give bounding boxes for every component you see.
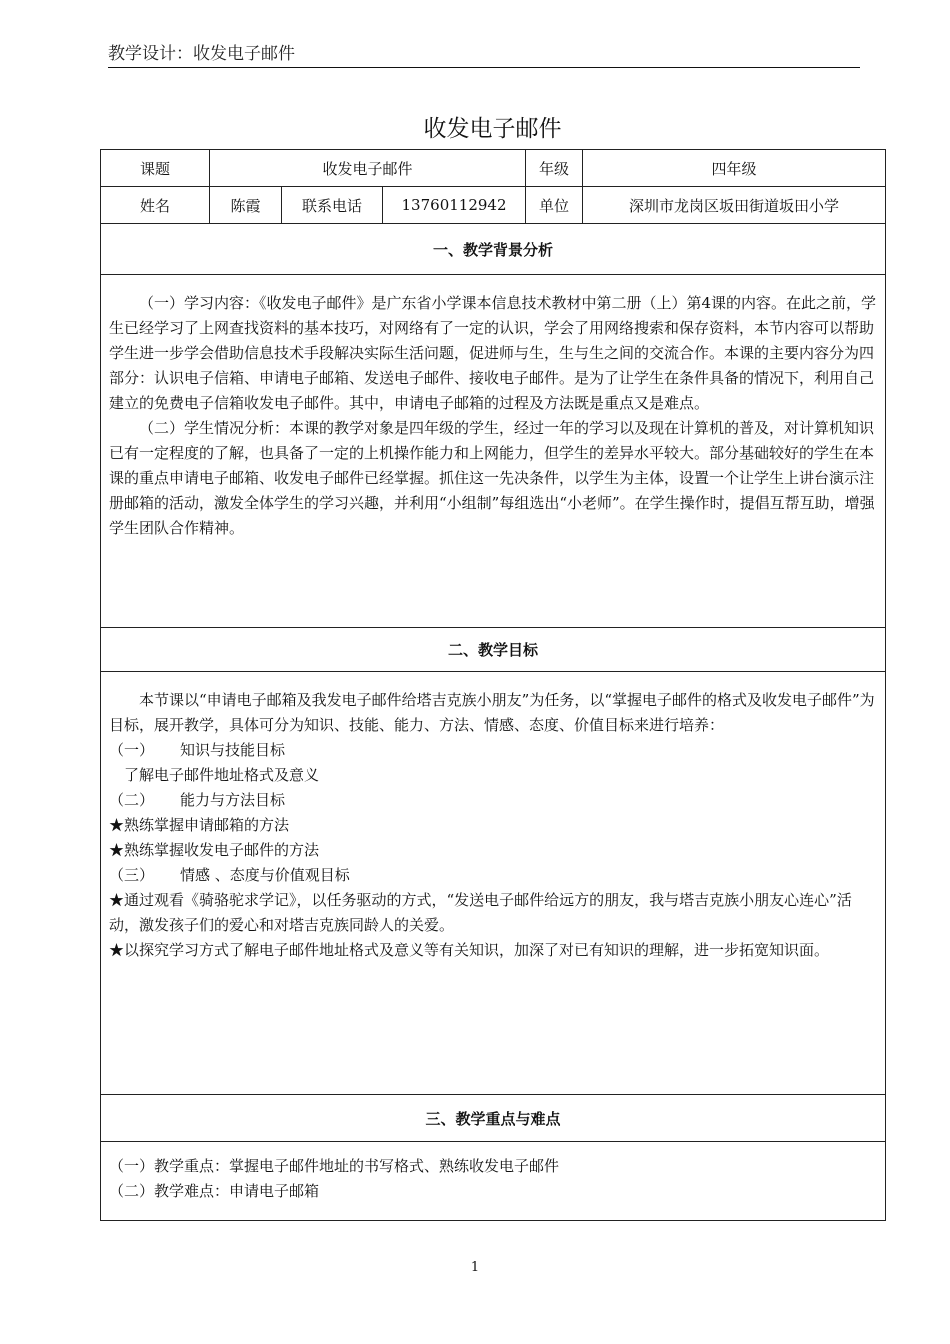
goal3-number: （三） [109,866,155,884]
goal3-heading [109,863,877,888]
topic-value: 收发电子邮件 [210,150,526,187]
goal2-heading [109,788,877,813]
difficulty: （二）教学难点：申请电子邮箱 [109,1182,320,1200]
goal3-title: 情感 、态度与价值观目标 [180,866,350,884]
objectives-intro: 本节课以“申请电子邮箱及我发电子邮件给塔吉克族小朋友”为任务，以“掌握电子邮件的格式及收发电子邮件”为目标，展开教学，具体可分为知识、技能、能力、方法、情感、态度、价值目标来进行培养： [109,691,875,734]
topic-row [101,150,886,187]
section2-heading: 二、教学目标 [101,628,886,672]
goal3-item-1: ★通过观看《骑骆驼求学记》，以任务驱动的方式，“发送电子邮件给远方的朋友，我与塔吉克族小朋友心连心”活动，激发孩子们的爱心和对塔吉克族同龄人的关爱。 [109,891,852,934]
goal1-title: 知识与技能目标 [180,741,286,759]
section1-body-row [101,275,886,628]
name-label: 姓名 [101,187,210,224]
phone-label: 联系电话 [282,187,383,224]
goal2-title: 能力与方法目标 [180,791,286,809]
goal2-item-2: ★熟练掌握收发电子邮件的方法 [109,841,320,859]
section2-body-row [101,672,886,1095]
topic-label: 课题 [101,150,210,187]
grade-label: 年级 [526,150,583,187]
unit-value: 深圳市龙岗区坂田街道坂田小学 [583,187,886,224]
key-point: （一）教学重点：掌握电子邮件地址的书写格式、熟练收发电子邮件 [109,1157,560,1175]
section1-heading: 一、教学背景分析 [101,224,886,275]
section3-heading-row [101,1095,886,1142]
goal3-item-2: ★以探究学习方式了解电子邮件地址格式及意义等有关知识，加深了对已有知识的理解，进一步拓宽知识面。 [109,941,830,959]
name-value: 陈霞 [210,187,282,224]
goal2-item-1: ★熟练掌握申请邮箱的方法 [109,816,290,834]
section2-heading-row [101,628,886,672]
learning-content-paragraph: （一）学习内容：《收发电子邮件》是广东省小学课本信息技术教材中第二册（上）第4课的内容。在此之前，学生已经学习了上网查找资料的基本技巧，对网络有了一定的认识，学会了用网络搜索和保存资料，本节内容可以帮助学生进一步学会借助信息技术手段解决实际生活问题，促进师与生，生与生之间的交流合作。本课的主要内容分为四部分：认识电子信箱、申请电子邮箱、发送电子邮件、接收电子邮件。是为了让学生在条件具备的情况下，利用自己建立的免费电子信箱收发电子邮件。其中，申请电子邮箱的过程及方法既是重点又是难点。 [109,294,877,412]
section1-heading-row [101,224,886,275]
page-header: 教学设计：收发电子邮件 [108,42,860,68]
section2-body [101,672,886,1095]
section3-heading: 三、教学重点与难点 [101,1095,886,1142]
page-number: 1 [470,1260,480,1275]
goal1-item: 了解电子邮件地址格式及意义 [124,766,320,784]
phone-value: 13760112942 [383,187,526,224]
section3-body-row [101,1142,886,1221]
goal1-heading [109,738,877,763]
document-title: 收发电子邮件 [423,116,562,142]
unit-label: 单位 [526,187,583,224]
lesson-plan-table [100,149,886,1221]
grade-value: 四年级 [583,150,886,187]
teacher-row [101,187,886,224]
section3-body [101,1142,886,1221]
student-analysis-paragraph: （二）学生情况分析：本课的教学对象是四年级的学生，经过一年的学习以及现在计算机的普及，对计算机知识已有一定程度的了解，也具备了一定的上机操作能力和上网能力，但学生的差异水平较大。部分基础较好的学生在本课的重点申请电子邮箱、收发电子邮件已经掌握。抓住这一先决条件，以学生为主体，设置一个让学生上讲台演示注册邮箱的活动，激发全体学生的学习兴趣，并利用“小组制”每组选出“小老师”。在学生操作时，提倡互帮互助，增强学生团队合作精神。 [109,419,875,537]
section1-body [101,275,886,628]
goal2-number: （二） [109,791,155,809]
goal1-number: （一） [109,741,155,759]
